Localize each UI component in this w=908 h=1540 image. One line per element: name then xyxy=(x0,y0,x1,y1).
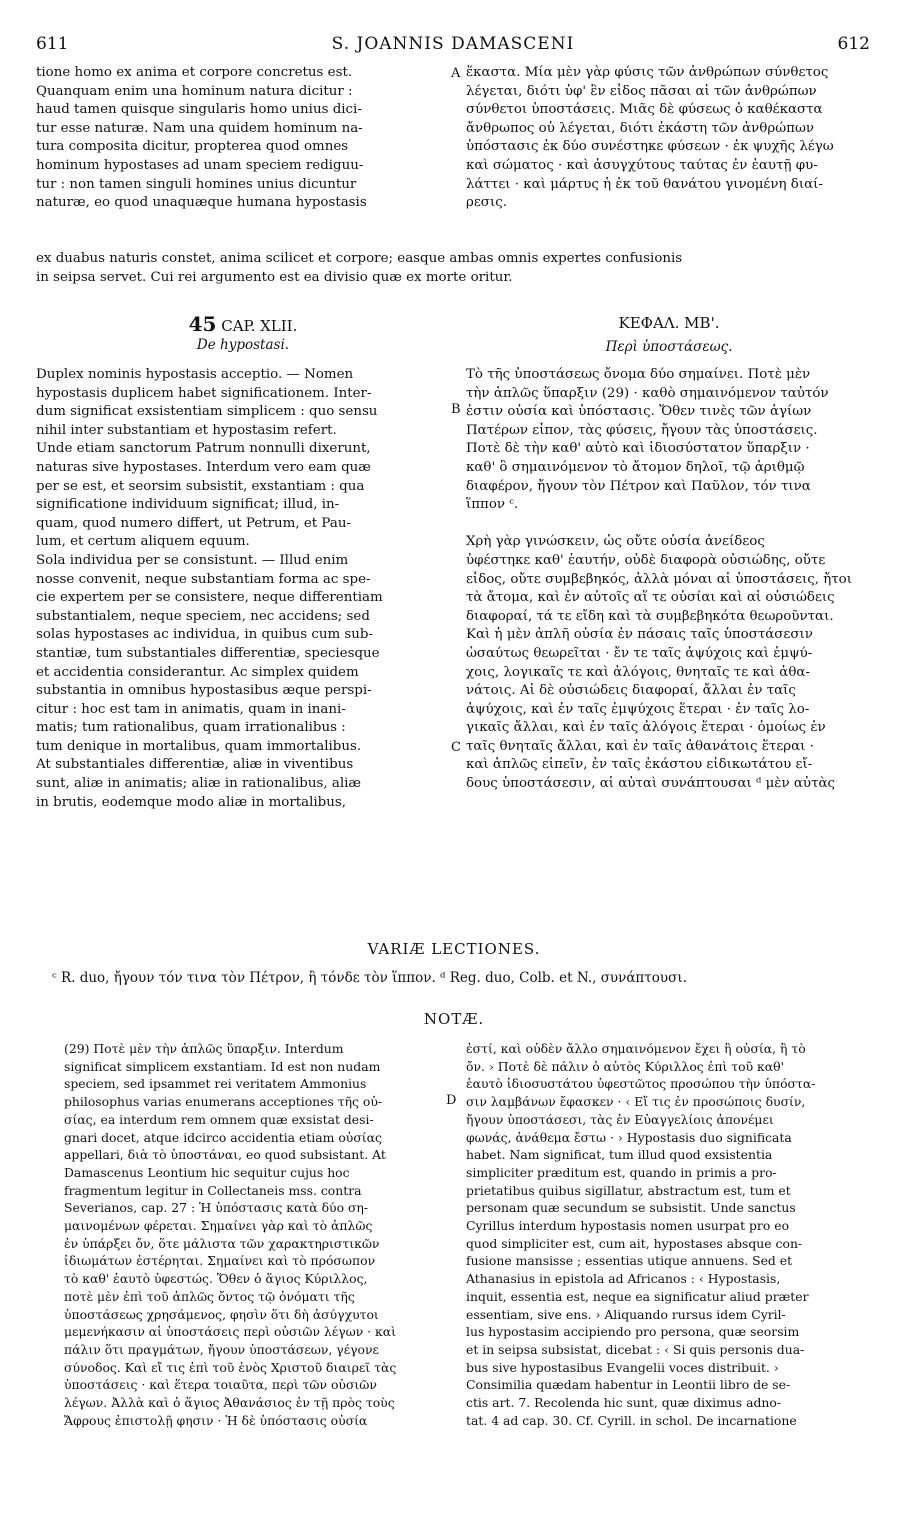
text-line: substantia in omnibus hypostasibus æque perspi- xyxy=(36,683,372,699)
text-line: ἄνθρωπος οὐ λέγεται, διότι ἑκάστη τῶν ἀνθρώπων xyxy=(466,120,815,136)
text-line: ἀψύχοις, καὶ ἐν ταῖς ἐμψύχοις ἕτεραι · ἐν ταῖς λο- xyxy=(466,701,810,717)
note-line: φωνάς, ἀνάθεμα ἔστω · › Hypostasis duo significata xyxy=(466,1129,792,1145)
note-line: bus sive hypostasibus Evangelii voces distribuit. › xyxy=(466,1359,779,1375)
text-line: χοις, λογικαῖς τε καὶ ἀλόγοις, θνηταῖς τε καὶ ἀθα- xyxy=(466,664,810,680)
note-line: inquit, essentia est, neque ea significatur aliud præter xyxy=(466,1288,809,1304)
note-line: simpliciter præditum est, quando in primis a pro- xyxy=(466,1164,777,1180)
note-line: fusione mansisse ; essentias utique annuens. Sed et xyxy=(466,1253,793,1269)
text-line: Καὶ ἡ μὲν ἁπλῆ οὐσία ἐν πάσαις ταῖς ὑποστάσεσιν xyxy=(466,627,813,643)
text-line: At substantiales differentiæ, aliæ in viventibus xyxy=(36,757,354,773)
note-line: Cyrillus interdum hypostasis nomen usurpat pro eo xyxy=(466,1218,790,1234)
text-line: δους ὑποστάσεσιν, αἱ αὐταὶ συνάπτουσαι ᵈ μὲν αὐτὰς xyxy=(466,776,836,792)
text-line: ρεσις. xyxy=(466,195,507,211)
page-title: S. JOANNIS DAMASCENI xyxy=(331,34,575,54)
text-line: διαφέρον, ἤγουν τὸν Πέτρον καὶ Παῦλον, τόν τινα xyxy=(466,478,811,494)
notes-left-column xyxy=(64,1040,440,1429)
note-line: fragmentum legitur in Collectaneis mss. contra xyxy=(64,1182,362,1198)
note-line: ὄν. › Ποτὲ δὲ πάλιν ὁ αὐτὸς Κύριλλος ἐπὶ τοῦ καθ' xyxy=(466,1058,785,1074)
note-line: σίας, ea interdum rem omnem quæ exsistat desi- xyxy=(64,1111,374,1127)
text-line: tura composita dicitur, propterea quod omnes xyxy=(36,139,349,155)
variae-lectiones-line: ᶜ R. duo, ἤγουν τόν τινα τὸν Πέτρον, ἢ τόνδε τὸν ἵππον. ᵈ Reg. duo, Colb. et N., συνάπτουσι. xyxy=(52,970,687,986)
text-line: stantiæ, tum substantiales differentiæ, speciesque xyxy=(36,645,380,661)
note-line: essentiam, sive ens. › Aliquando rursus idem Cyril- xyxy=(466,1306,786,1322)
page-number-right: 612 xyxy=(837,34,870,54)
text-line: hominum hypostases ad unam speciem rediguu- xyxy=(36,157,364,173)
text-line: ἵππον ᶜ. xyxy=(466,497,519,513)
note-line: πάλιν ὅτι πραγμάτων, ἤγουν ὑποστάσεων, γέγονε xyxy=(64,1341,379,1357)
notae-heading: NOTÆ. xyxy=(423,1010,485,1028)
notes-right-column xyxy=(466,1040,872,1429)
note-line: ἑαυτὸ ἰδιοσυστάτου ὑφεστῶτος προσώπου τὴν ὑπόστα- xyxy=(466,1076,816,1092)
note-line: ἐστί, καὶ οὐδὲν ἄλλο σημαινόμενον ἔχει ἢ οὐσία, ἢ τὸ xyxy=(466,1041,806,1056)
note-line: ὑποστάσεις · καὶ ἕτερα τοιαῦτα, περὶ τῶν οὐσιῶν xyxy=(64,1377,377,1393)
text-line: Τὸ τῆς ὑποστάσεως ὄνομα δύο σημαίνει. Ποτὲ μὲν xyxy=(466,367,811,382)
text-line: hypostasis duplicem habet significationem. Inter- xyxy=(36,385,372,401)
latin-chapter-title: CAP. XLII. xyxy=(221,317,298,335)
text-line: in brutis, eodemque modo aliæ in mortalibus, xyxy=(36,794,346,810)
text-line: γικαῖς ἄλλαι, καὶ ἐν ταῖς ἀλόγοις ἕτεραι · ὁμοίως ἐν xyxy=(466,720,826,736)
text-line: Quanquam enim una hominum natura dicitur : xyxy=(36,83,353,99)
note-line: ἰδιωμάτων ἐστέρηται. Σημαίνει καὶ τὸ πρόσωπον xyxy=(64,1253,376,1269)
note-line: Consimilia quædam habentur in Leontii libro de se- xyxy=(466,1377,791,1393)
running-header xyxy=(36,34,870,60)
text-line: naturas sive hypostases. Interdum vero eam quæ xyxy=(36,459,371,475)
chapter-number: 45 xyxy=(188,312,217,336)
text-line: Unde etiam sanctorum Patrum nonnulli dixerunt, xyxy=(36,441,371,457)
text-line: καὶ ἁπλῶς εἰπεῖν, ἐν ταῖς ἑκάστου εἰδικωτάτου εἴ- xyxy=(466,757,813,773)
text-line: σύνθετοι ὑποστάσεις. Μιᾶς δὲ φύσεως ὁ καθέκαστα xyxy=(466,102,823,118)
note-line: τὸ καθ' ἑαυτὸ ὑφεστώς. Ὅθεν ὁ ἅγιος Κύριλλος, xyxy=(64,1271,368,1287)
latin-body-column xyxy=(36,366,450,812)
note-line: ἐν ὑπάρξει ὄν, ὅτε μάλιστα τῶν χαρακτηριστικῶν xyxy=(64,1235,380,1251)
text-line: in seipsa servet. Cui rei argumento est ea divisio quæ ex morte oritur. xyxy=(36,269,513,285)
text-line: Sola individua per se consistunt. — Illud enim xyxy=(36,552,349,568)
text-line: citur : hoc est tam in animatis, quam in inani- xyxy=(36,701,346,717)
note-line: tat. 4 ad cap. 30. Cf. Cyrill. in schol. De incarnatione xyxy=(466,1412,797,1428)
note-line: philosophus varias enumerans acceptiones τῆς οὐ- xyxy=(64,1094,383,1110)
text-line: ὑπόστασις ἐκ δύο συνέστηκε φύσεων · ἐκ ψυχῆς λέγω xyxy=(466,139,834,155)
note-line: significat simplicem exstantiam. Id est non nudam xyxy=(64,1058,381,1074)
margin-letter-a: A xyxy=(451,66,461,81)
note-line: appellari, διὰ τὸ ὑποστάναι, eo quod subsistant. At xyxy=(64,1147,386,1163)
top-full-width-text xyxy=(36,250,872,287)
text-line: per se est, et seorsim subsistit, exstantiam : qua xyxy=(36,478,365,494)
text-line: λέγεται, διότι ὑφ' ἓν εἶδος πᾶσαι αἱ τῶν ἀνθρώπων xyxy=(466,83,817,99)
text-line: Χρὴ γὰρ γινώσκειν, ὡς οὔτε οὐσία ἀνείδεος xyxy=(466,534,765,550)
variae-lectiones-heading: VARIÆ LECTIONES. xyxy=(367,940,541,958)
text-line: et accidentia considerantur. Ac simplex quidem xyxy=(36,664,359,680)
note-line: ὑποστάσεως χρησάμενος, φησὶν ὅτι δὴ ἀσύγχυτοι xyxy=(64,1306,379,1322)
text-line: ὡσαύτως θεωρεῖται · ἔν τε ταῖς ἀψύχοις καὶ ἐμψύ- xyxy=(466,645,813,661)
top-latin-column xyxy=(36,64,450,213)
text-line: ἐστιν οὐσία καὶ ὑπόστασις. Ὅθεν τινὲς τῶν ἁγίων xyxy=(466,404,812,420)
note-line: λέγων. Ἀλλὰ καὶ ὁ ἅγιος Ἀθανάσιος ἐν τῇ πρὸς τοὺς xyxy=(64,1395,395,1411)
note-line: Severianos, cap. 27 : Ἡ ὑπόστασις κατὰ δύο ση- xyxy=(64,1200,369,1216)
note-line: μαινομένων φέρεται. Σημαίνει γὰρ καὶ τὸ ἁπλῶς xyxy=(64,1218,373,1234)
note-line: Athanasius in epistola ad Africanos : ‹ Hypostasis, xyxy=(466,1271,781,1287)
text-line: Ποτὲ δὲ τὴν καθ' αὑτὸ καὶ ἰδιοσύστατον ὕπαρξιν · xyxy=(466,441,810,457)
note-line: Damascenus Leontium hic sequitur cujus hoc xyxy=(64,1164,350,1180)
greek-chapter-title: ΚΕΦΑΛ. ΜΒ'. xyxy=(618,314,720,332)
note-line: ctis art. 7. Recolenda hic sunt, quæ diximus adno- xyxy=(466,1395,782,1411)
text-line: tur esse naturæ. Nam una quidem hominum na- xyxy=(36,120,363,136)
note-line: quod simpliciter est, cum ait, hypostases absque con- xyxy=(466,1235,803,1251)
top-greek-column xyxy=(466,64,872,213)
text-line: καθ' ὃ σημαινόμενον τὸ ἄτομον δηλοῖ, τῷ ἀριθμῷ xyxy=(466,459,805,475)
text-line: διαφοραί, τά τε εἴδη καὶ τὰ συμβεβηκότα θεωροῦνται. xyxy=(466,608,834,624)
text-line: solas hypostases ac individua, in quibus cum sub- xyxy=(36,627,373,643)
text-line: cie expertem per se consistere, neque differentiam xyxy=(36,590,383,606)
text-line: nihil inter substantiam et hypostasim refert. xyxy=(36,422,337,438)
text-line: tum denique in mortalibus, quam immortalibus. xyxy=(36,738,362,754)
text-line: quam, quod numero differt, ut Petrum, et Pau- xyxy=(36,515,351,531)
margin-letter-d: D xyxy=(446,1093,457,1108)
margin-letter-c: C xyxy=(451,740,461,755)
text-line xyxy=(466,515,872,534)
note-line: lus hypostasim accipiendo pro persona, quæ seorsim xyxy=(466,1324,800,1340)
text-line: καὶ σώματος · καὶ ἀσυγχύτους ταύτας ἐν ἑαυτῇ φυ- xyxy=(466,157,818,173)
text-line: matis; tum rationalibus, quam irrationalibus : xyxy=(36,720,346,736)
note-line: μεμενήκασιν αἱ ὑποστάσεις περὶ οὐσιῶν λέγων · καὶ xyxy=(64,1324,397,1340)
note-line: σιν λαμβάνων ἔφασκεν · ‹ Εἴ τις ἐν προσώποις δυσίν, xyxy=(466,1094,806,1110)
text-line: tione homo ex anima et corpore concretus est. xyxy=(36,65,353,80)
note-line: (29) Ποτὲ μὲν τὴν ἁπλῶς ὕπαρξιν. Interdum xyxy=(64,1041,344,1056)
note-line: ἤγουν ὑποστάσεσι, τὰς ἐν Εὐαγγελίοις ἀπονέμει xyxy=(466,1111,774,1127)
text-line: λάττει · καὶ μάρτυς ἡ ἐκ τοῦ θανάτου γινομένη διαί- xyxy=(466,176,823,192)
text-line: substantialem, neque speciem, nec accidens; sed xyxy=(36,608,370,624)
text-line: nosse convenit, neque substantiam forma ac spe- xyxy=(36,571,371,587)
page-number-left: 611 xyxy=(36,34,69,54)
note-line: ποτὲ μὲν ἐπὶ τοῦ ἁπλῶς ὄντος τῷ ὀνόματι τῆς xyxy=(64,1288,355,1304)
greek-chapter-subtitle: Περὶ ὑποστάσεως. xyxy=(605,339,733,355)
text-line: sunt, aliæ in animatis; aliæ in rationalibus, aliæ xyxy=(36,776,361,792)
note-line: Ἄφρους ἐπιστολῇ φησιν · Ἡ δὲ ὑπόστασις οὐσία xyxy=(64,1412,368,1428)
text-line: εἶδος, οὔτε συμβεβηκός, ἀλλὰ μόναι αἱ ὑποστάσεις, ἤτοι xyxy=(466,571,852,587)
text-line: Πατέρων εἶπον, τὰς φύσεις, ἤγουν τὰς ὑποστάσεις. xyxy=(466,422,818,438)
text-line: τὴν ἁπλῶς ὕπαρξιν (29) · καθὸ σημαινόμενον ταὐτόν xyxy=(466,385,829,401)
latin-chapter-subtitle: De hypostasi. xyxy=(196,337,290,353)
note-line: personam quæ secundum se subsistit. Unde sanctus xyxy=(466,1200,796,1216)
note-line: speciem, sed ipsammet rei veritatem Ammonius xyxy=(64,1076,367,1092)
text-line: ἕκαστα. Μία μὲν γὰρ φύσις τῶν ἀνθρώπων σύνθετος xyxy=(466,65,829,80)
text-line: significatione individuum significat; illud, in- xyxy=(36,497,340,513)
text-line: lum, et certum aliquem equum. xyxy=(36,534,250,550)
text-line: Duplex nominis hypostasis acceptio. — Nomen xyxy=(36,367,354,382)
text-line: dum significat exsistentiam simplicem : quo sensu xyxy=(36,404,378,420)
note-line: habet. Nam significat, tum illud quod exsistentia xyxy=(466,1147,773,1163)
note-line: et in seipsa subsistat, dicebat : ‹ Si quis personis dua- xyxy=(466,1341,805,1357)
text-line: ex duabus naturis constet, anima scilicet et corpore; easque ambas omnis expertes confusionis xyxy=(36,251,683,266)
text-line: τὰ ἄτομα, καὶ ἐν αὐτοῖς αἵ τε οὐσίαι καὶ αἱ οὐσιώδεις xyxy=(466,590,835,606)
text-line: ταῖς θνηταῖς ἄλλαι, καὶ ἐν ταῖς ἀθανάτοις ἕτεραι · xyxy=(466,738,814,754)
note-line: prietatibus quibus sigillatur, abstractum est, tum et xyxy=(466,1182,791,1198)
note-line: gnari docet, atque idcirco accidentia etiam οὐσίας xyxy=(64,1129,382,1145)
latin-chapter-heading xyxy=(36,312,450,336)
text-line: νάτοις. Αἱ δὲ οὐσιώδεις διαφοραί, ἄλλαι ἐν ταῖς xyxy=(466,683,796,699)
text-line: naturæ, eo quod unaquæque humana hypostasis xyxy=(36,195,367,211)
margin-letter-b: B xyxy=(451,402,461,417)
note-line: σύνοδος. Καὶ εἴ τις ἐπὶ τοῦ ἑνὸς Χριστοῦ διαιρεῖ τὰς xyxy=(64,1359,397,1375)
text-line: tur : non tamen singuli homines unius dicuntur xyxy=(36,176,357,192)
text-line: haud tamen quisque singularis homo unius dici- xyxy=(36,102,362,118)
greek-body-column xyxy=(466,366,872,794)
text-line: ὑφέστηκε καθ' ἑαυτήν, οὐδὲ διαφορὰ οὐσιώδης, οὔτε xyxy=(466,552,826,568)
